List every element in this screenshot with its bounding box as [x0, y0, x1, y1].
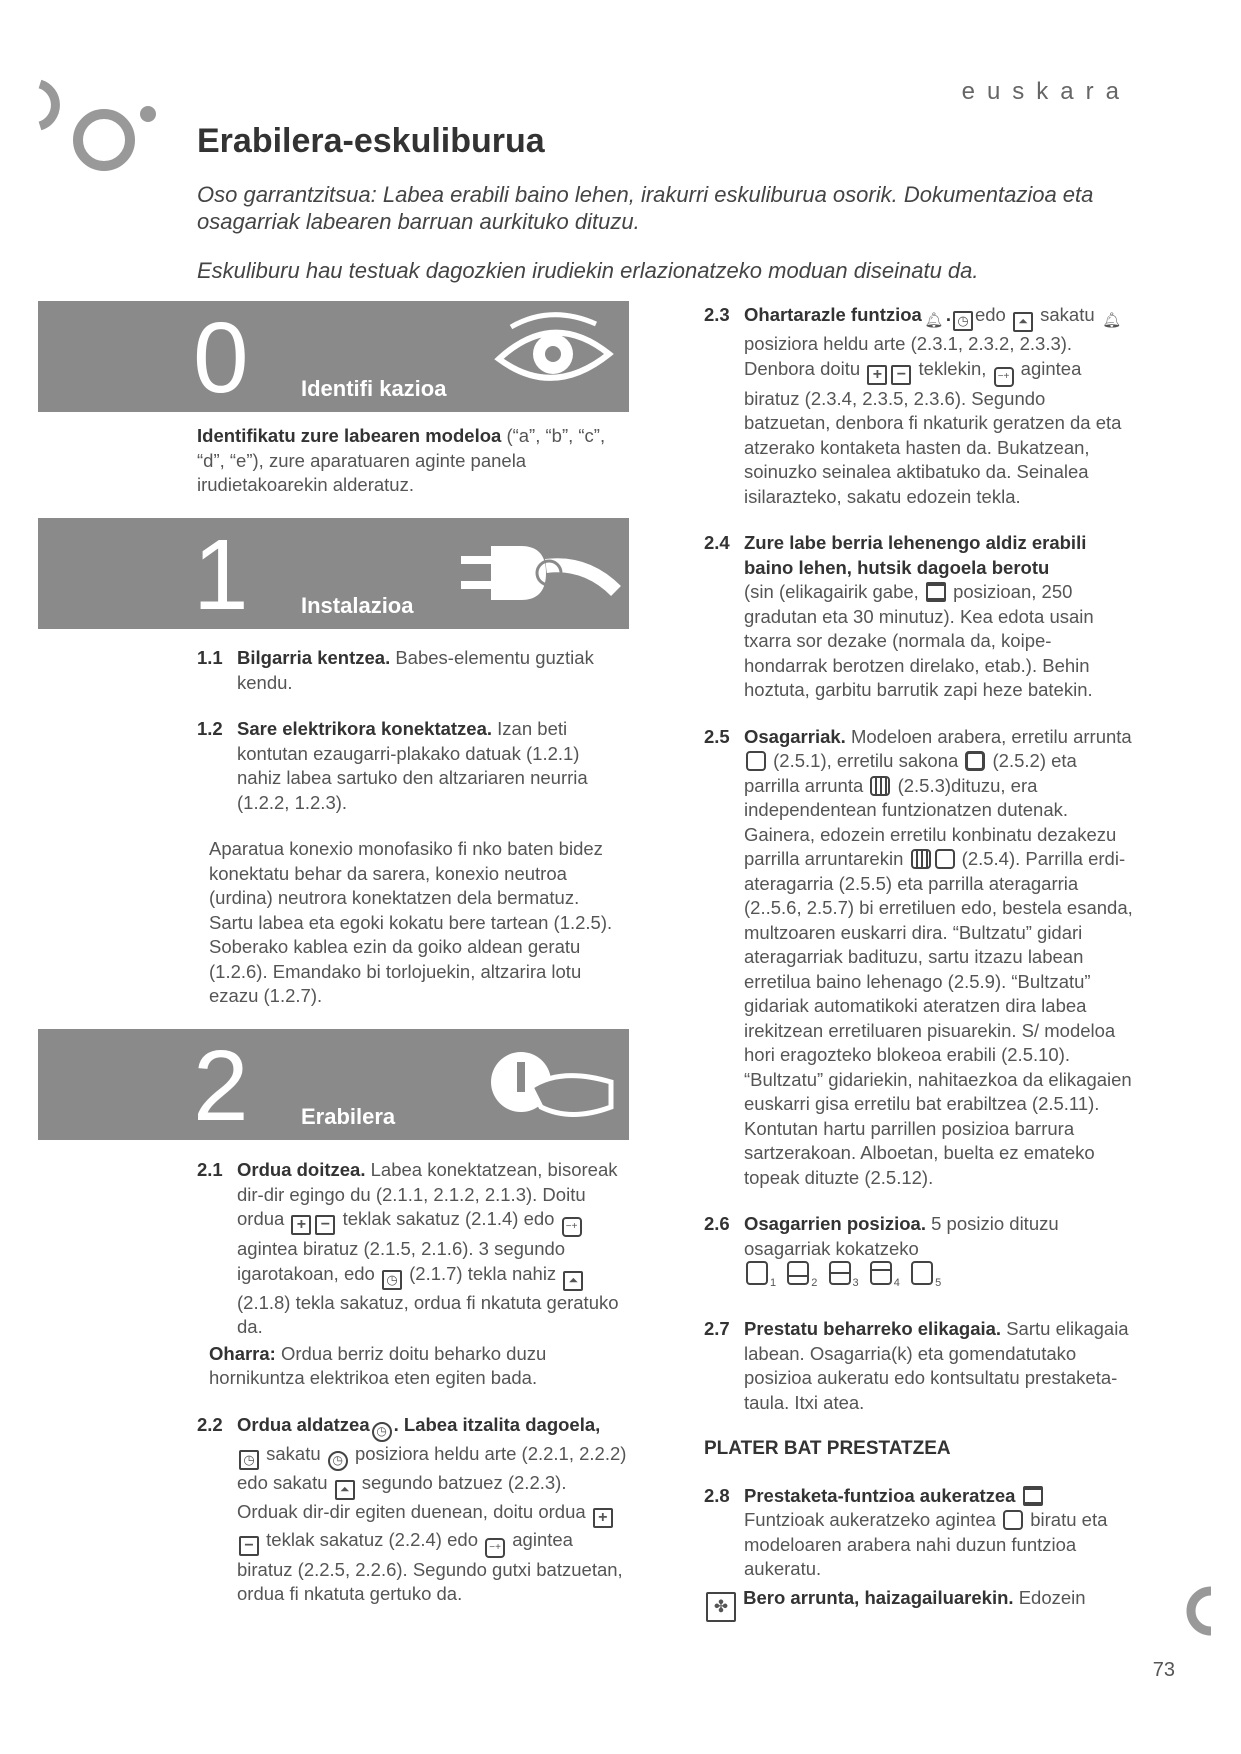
- plus-key-icon: +: [593, 1508, 613, 1528]
- item-title: Prestaketa-funtzioa aukeratzea: [744, 1484, 1016, 1506]
- item-2-2: [197, 1413, 627, 1607]
- plus-key-icon: +: [291, 1215, 311, 1235]
- clock-icon: ◷: [372, 1422, 392, 1442]
- item-text: teklak sakatuz (2.1.4) edo: [342, 1208, 555, 1229]
- item-text: sakatu: [266, 1442, 321, 1464]
- clock-key-icon: ◷: [239, 1450, 259, 1470]
- item-title: Prestatu beharreko elikagaia.: [744, 1318, 1002, 1340]
- section-band-installation: [38, 518, 629, 629]
- identify-letters: (“a”, “b”, “c”, “d”, “e”),: [197, 425, 606, 471]
- item-text: (2.1.8) tekla sakatuz, ordua fi nkatuta geratuko da.: [237, 1291, 619, 1337]
- intro-warning: Oso garrantzitsua: Labea erabili baino lehen, irakurri eskuliburua osorik. Dokumentazioa eta osagarriak labearen barruan aurkituko dituzu.: [197, 182, 1094, 234]
- section-label: Instalazioa: [301, 593, 414, 618]
- eye-icon: [491, 309, 621, 404]
- item-2-4: [704, 531, 1134, 703]
- item-title: Osagarriak.: [744, 725, 846, 747]
- item-text: (2.5.3)dituzu, era independentean funtzionatzen dutenak. Gainera, edozein erretilu konbinatu dezakezu parrilla arruntarekin: [744, 774, 1117, 869]
- deep-tray-icon: [965, 751, 985, 771]
- bell-icon: 🔔︎: [924, 312, 944, 329]
- rack-position-icon: [911, 1261, 933, 1285]
- item-number: 2.6: [704, 1213, 730, 1234]
- clock-key-icon: ◷: [382, 1270, 402, 1290]
- minus-key-icon: −: [891, 365, 911, 385]
- section-label: Erabilera: [301, 1104, 396, 1129]
- item-text: Babes-elementu guztiak kendu.: [237, 647, 594, 693]
- clock-icon: ◷: [328, 1451, 348, 1471]
- rack-position-label: 5: [935, 1276, 942, 1289]
- section-number: 0: [193, 302, 249, 414]
- rack-position-label: 2: [811, 1276, 818, 1289]
- item-text: agintea biratuz (2.2.5, 2.2.6). Segundo gutxi batzuetan, ordua fi nkatuta gertuko da.: [237, 1528, 623, 1604]
- item-text: posizioan, 250 gradutan eta 30 minutuz). Kea edota usain txarra sor dezake (normala da, koipe-hondarrak berotzen direlako, etab.). Behin hoztuta, garbitu barrutik zapi heze batekin.: [744, 581, 1094, 700]
- section-label: Identifi kazioa: [301, 376, 447, 401]
- item-text: teklekin,: [918, 357, 987, 379]
- item-text: (2.5.1), erretilu sakona: [773, 750, 959, 771]
- rack-position-icon: [829, 1261, 851, 1285]
- item-text: Funtzioak aukeratzeko agintea: [744, 1509, 996, 1531]
- top-bottom-heat-icon: [926, 582, 946, 602]
- fan-text: Edozein: [1018, 1586, 1086, 1608]
- item-text: posiziora heldu arte (2.2.1, 2.2.2) edo sakatu: [237, 1442, 627, 1493]
- identify-paragraph: [197, 424, 617, 498]
- rack-positions: [704, 1261, 1134, 1295]
- plus-minus-knob-icon: −+: [562, 1217, 582, 1237]
- item-text: (2.5.2) eta parrilla arrunta: [744, 750, 1077, 796]
- plus-minus-knob-icon: −+: [485, 1538, 505, 1558]
- item-text: Izan beti kontutan ezaugarri-plakako datuak (1.2.1) nahiz labea sartuko den altzariaren neurria (1.2.2, 1.2.3).: [237, 718, 588, 813]
- section-band-identification: [38, 301, 629, 412]
- section-number: 1: [193, 519, 249, 631]
- item-text: (sin (elikagairik gabe,: [744, 581, 919, 602]
- item-2-5: [704, 725, 1134, 1191]
- item-text: . Labea itzalita dagoela,: [393, 1413, 601, 1435]
- item-2-3: [704, 303, 1134, 509]
- minus-key-icon: −: [315, 1215, 335, 1235]
- clock-key-icon: ◷: [953, 311, 973, 331]
- item-number: 2.7: [704, 1318, 730, 1340]
- connection-paragraph: Aparatua konexio monofasiko fi nko baten bidez konektatu behar da sarera, konexio neutroa (urdina) neutrora konektatzen dela bermatuz. Sartu labea eta egoki kokatu bere tartean (1.2.5). Soberako kablea ezin da goiko aldean geratu (1.2.6). Emandako bi torlojuekin, altzarira lotu ezazu (1.2.7).: [209, 838, 613, 1006]
- rack-position-label: 4: [893, 1276, 900, 1289]
- item-text: biratu eta modeloaren arabera nahi duzun funtzioa aukeratu.: [744, 1509, 1108, 1580]
- left-column-usage: [197, 1158, 627, 1607]
- tray-icon: [746, 751, 766, 771]
- function-knob-icon: [1003, 1510, 1023, 1530]
- item-title: Ohartarazle funtzioa: [744, 304, 922, 325]
- fan-function-paragraph: [704, 1586, 1134, 1622]
- item-number: 2.1: [197, 1159, 223, 1180]
- bell-icon: 🔔︎: [1102, 312, 1122, 329]
- item-number: 2.3: [704, 304, 730, 325]
- item-number: 1.2: [197, 718, 223, 739]
- item-2-1: [197, 1158, 627, 1340]
- item-text: Labea konektatzean, bisoreak dir-dir egingo du (2.1.1, 2.1.2, 2.1.3). Doitu ordua: [237, 1159, 618, 1229]
- corner-logo-icon: [1175, 1586, 1211, 1636]
- function-key-icon: ⏶: [335, 1480, 355, 1500]
- item-text: segundo batzuez (2.2.3). Orduak dir-dir egiten duenean, doitu ordua: [237, 1471, 586, 1522]
- section-band-usage: [38, 1029, 629, 1140]
- item-2-6: [704, 1212, 1134, 1261]
- function-key-icon: ⏶: [1013, 312, 1033, 332]
- item-2-8: [704, 1484, 1134, 1582]
- item-title: Sare elektrikora konektatzea.: [237, 718, 493, 739]
- knob-finger-icon: [471, 1037, 621, 1132]
- section-heading: PLATER BAT PRESTATZEA: [704, 1438, 951, 1460]
- item-number: 2.5: [704, 725, 730, 747]
- plug-icon: [451, 526, 621, 621]
- page-number: 73: [1152, 1659, 1175, 1681]
- rack-position-icon: [870, 1261, 892, 1285]
- note-label: Oharra:: [209, 1342, 276, 1364]
- item-text: posiziora heldu arte (2.3.1, 2.3.2, 2.3.3). Denbora doitu: [744, 333, 1073, 379]
- item-text: sakatu: [1040, 304, 1095, 325]
- item-text: Modeloen arabera, erretilu arrunta: [850, 725, 1132, 747]
- identify-rest: zure aparatuaren aginte panela irudietakoarekin alderatuz.: [197, 449, 527, 495]
- fan-title: Bero arrunta, haizagailuarekin.: [743, 1586, 1014, 1608]
- minus-key-icon: −: [239, 1536, 259, 1556]
- language-label: euskara: [961, 78, 1131, 105]
- function-key-icon: ⏶: [563, 1271, 583, 1291]
- item-text: .: [945, 304, 951, 325]
- rack-position-icon: [787, 1261, 809, 1285]
- page-title: Erabilera-eskuliburua: [197, 122, 545, 160]
- item-text: Sartu elikagaia labean. Osagarria(k) eta gomendatutako posizioa aukeratu edo kontsultatu prestaketa-taula. Itxi atea.: [744, 1318, 1129, 1413]
- item-text: (2.1.7) tekla nahiz: [409, 1262, 557, 1284]
- rack-position-icon: [746, 1261, 768, 1285]
- grill-rack-icon: [911, 849, 931, 869]
- item-text: edo: [974, 304, 1006, 325]
- item-1-1: [197, 646, 627, 695]
- right-column: [704, 303, 1134, 1622]
- rack-position-label: 3: [852, 1276, 859, 1289]
- item-1-2: [197, 717, 627, 815]
- brand-logo: [36, 78, 176, 178]
- fan-icon: ✤: [706, 1592, 736, 1622]
- note-paragraph: [197, 1342, 627, 1391]
- item-2-7: [704, 1317, 1134, 1415]
- item-title: Zure labe berria lehenengo aldiz erabili baino lehen, hutsik dagoela berotu: [744, 532, 1087, 578]
- note-text: Ordua berriz doitu beharko duzu hornikuntza elektrikoa eten egiten bada.: [209, 1342, 547, 1388]
- item-number: 2.8: [704, 1484, 730, 1506]
- item-number: 2.4: [704, 532, 730, 553]
- grill-rack-icon: [870, 776, 890, 796]
- identify-bold: Identifikatu zure labearen modeloa: [197, 425, 502, 446]
- top-bottom-heat-icon: [1023, 1486, 1043, 1506]
- section-number: 2: [193, 1030, 249, 1142]
- intro-design-note: Eskuliburu hau testuak dagozkien irudiekin erlazionatzeko moduan diseinatu da.: [197, 258, 979, 283]
- rack-position-label: 1: [770, 1276, 777, 1289]
- item-number: 1.1: [197, 647, 223, 668]
- item-title: Ordua aldatzea: [237, 1413, 370, 1435]
- item-text: 5 posizio dituzu osagarriak kokatzeko: [744, 1213, 1059, 1259]
- item-text: agintea biratuz (2.1.5, 2.1.6). 3 segundo igarotakoan, edo: [237, 1238, 566, 1284]
- left-column-install: [197, 646, 627, 1009]
- item-text: (2.5.4). Parrilla erdi-ateragarria (2.5.5) eta parrilla ateragarria (2..5.6, 2.5.7) bi erretiluen edo, bestela esanda, multzoaren euskarri dira. “Bultzatu” gidari ateragarriak badituzu, sartu itzazu labean erretilua baino lehenago (2.5.9). “Bultzatu” gidariak automatikoki ateratzen dira labea irekitzean erretiluaren pisuarekin. S/ modeloa hori eragozteko blokeoa erabili (2.5.10). “Bultzatu” gidariekin, nahitaezkoa da elikagaien euskarri gisa erretilu bat erabiltzea (2.5.11). Kontutan hartu parrillen posizioa barrura sartzerakoan. Alboetan, buelta ez emateko topeak dituzte (2.5.12).: [744, 848, 1133, 1188]
- item-text: teklak sakatuz (2.2.4) edo: [266, 1528, 478, 1550]
- item-number: 2.2: [197, 1413, 223, 1435]
- plus-key-icon: +: [867, 365, 887, 385]
- item-text: agintea biratuz (2.3.4, 2.3.5, 2.3.6). Segundo batzuetan, denbora fi nkaturik geratzen da eta atzerako kontaketa hasten da. Bukatzean, soinuzko seinalea aktibatuko da. Seinalea isilarazteko, sakatu edozein tekla.: [744, 357, 1122, 507]
- plus-minus-knob-icon: −+: [994, 367, 1014, 387]
- tray-icon: [935, 849, 955, 869]
- item-title: Osagarrien posizioa.: [744, 1213, 926, 1234]
- item-title: Ordua doitzea.: [237, 1159, 366, 1180]
- item-title: Bilgarria kentzea.: [237, 647, 391, 668]
